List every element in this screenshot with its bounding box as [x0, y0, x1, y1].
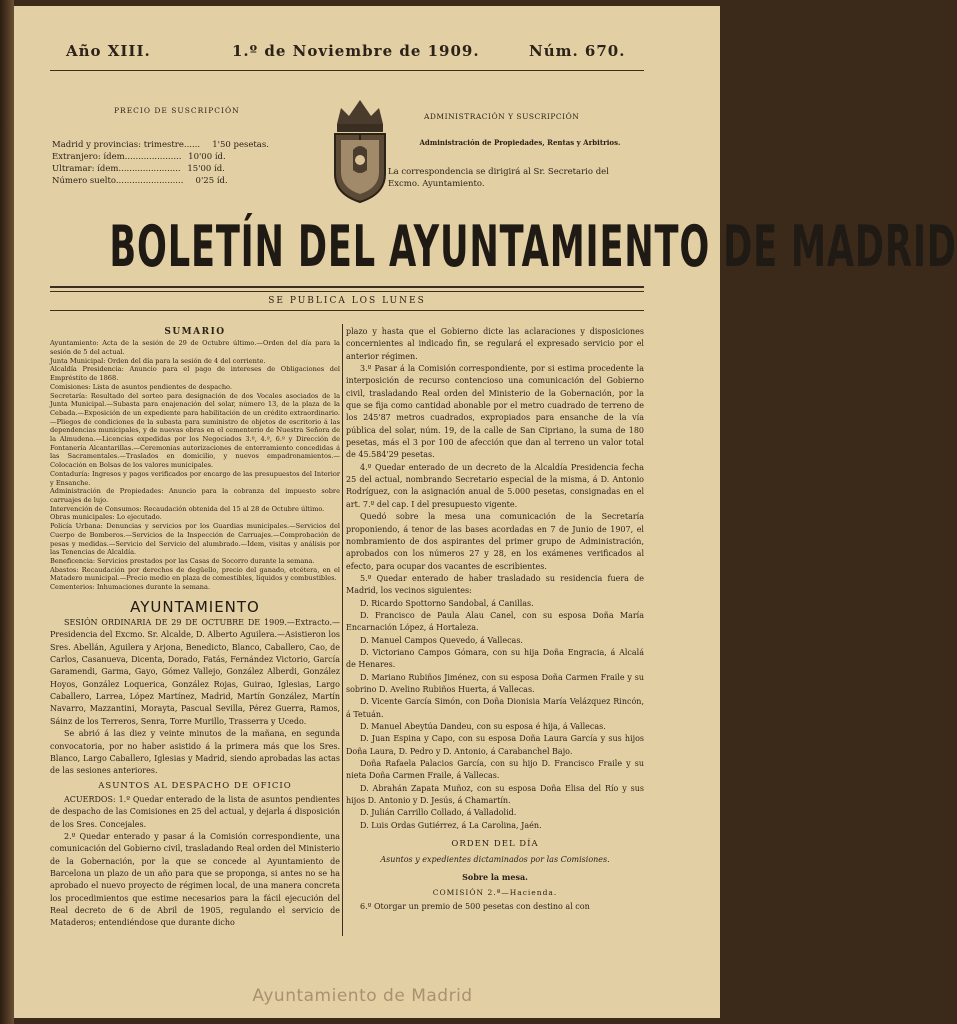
sumario-entry: Junta Municipal: Orden del día para la sesión de 4 del corriente.	[50, 356, 266, 365]
administration-note: La correspondencia se dirigirá al Sr. Secretario del Excmo. Ayuntamiento.	[388, 167, 609, 189]
sumario-entry: Secretaría: Resultado del sorteo para designación de dos Vocales asociados de la Junta Municipal.—Subasta para enajenación del solar, número 13, de la plaza de la Cebada.—Exposición de un expediente para habilitación de un crédito extraordinario.—Pliegos de condiciones de la subasta para suministro de objetos de escritorio á las dependencias municipales, y de nuevas obras en el cementerio de Nuestra Señora de la Almudena.—Licencias expedidas por los Negociados 3.º, 4.º, 6.º y Dirección de Fontanería Alcantarillas.—Ceremonias autorizaciones de enterramiento concedidas á las Sacramentales.—Traslados en domicilio, y nuevos empadronamientos.—Colocación en Bolsas de los valores municipales.	[50, 391, 340, 470]
resident-entry: D. Ricardo Spottorno Sandobal, á Canillas.	[360, 598, 534, 608]
subtitle-rule	[50, 310, 644, 311]
sumario-entry: Intervención de Consumos: Recaudación obtenida del 15 al 28 de Octubre último.	[50, 504, 325, 513]
newspaper-title: BOLETÍN DEL AYUNTAMIENTO DE MADRID	[109, 214, 957, 281]
price-unit: íd.	[214, 152, 226, 162]
session-paragraph: Se abrió á las diez y veinte minutos de la mañana, en segunda convocatoria, por no haber asistido á la primera más que los Sres. Blanco, Largo Caballero, Iglesias y Madrid, siendo aprobadas las actas de las sesiones anteriores.	[50, 729, 340, 776]
column-divider	[342, 324, 343, 936]
price-label: Madrid y provincias: trimestre......	[52, 140, 201, 150]
publication-frequency: SE PUBLICA LOS LUNES	[268, 296, 426, 306]
resident-entry: D. Vicente García Simón, con Doña Dionisia María Velázquez Rincón, á Tetuán.	[346, 697, 644, 719]
resident-entry: D. Abrahán Zapata Muñoz, con su esposa Doña Elisa del Río y sus hijos D. Antonio y D. Jesús, á Chamartín.	[346, 783, 644, 806]
resident-entry: D. Francisco de Paula Alau Canel, con su esposa Doña María Encarnación López, á Hortaleza.	[346, 610, 644, 633]
newspaper-page	[14, 6, 957, 1018]
resident-entry: D. Julián Carrillo Collado, á Valladolid.	[360, 808, 517, 818]
resident-entry: D. Manuel Campos Quevedo, á Vallecas.	[360, 635, 523, 645]
sumario-entry: Comisiones: Lista de asuntos pendientes de despacho.	[50, 382, 233, 391]
price-value: 1'50	[212, 140, 231, 150]
sobre-la-mesa-heading: Sobre la mesa.	[462, 871, 528, 882]
sumario-entry: Beneficencia: Servicios prestados por las Casas de Socorro durante la semana.	[50, 556, 315, 565]
sumario-entry: Obras municipales: Lo ejecutado.	[50, 513, 162, 522]
watermark: Ayuntamiento de Madrid	[252, 986, 473, 1006]
left-column	[50, 326, 340, 930]
resident-entry: Doña Rafaela Palacios García, con su hijo D. Francisco Fraile y su nieta Doña Carmen Fraile, á Vallecas.	[346, 759, 644, 781]
issue-date: 1.º de Noviembre de 1909.	[232, 42, 480, 60]
sumario-heading: SUMARIO	[164, 327, 226, 337]
price-unit: íd.	[216, 176, 228, 186]
session-paragraph: SESIÓN ORDINARIA DE 29 DE OCTUBRE DE 1909.—Extracto.—Presidencia del Excmo. Sr. Alcalde, D. Alberto Aguilera.—Asistieron los Sres. Abellán, Aguilera y Arjona, Benedicto, Blanco, Caballero, Cao, de Carlos, Casanueva, Dicenta, Dorado, Fatás, Fernández Victorio, García Garamendi, Garma, Gayo, Gómez Vallejo, González Alberdi, González Hoyos, González Loquerica, González Rojas, Guirao, Iglesias, Largo Caballero, Larrea, López Martínez, Madrid, Martín González, Martín Navarro, Mazzantini, Morayta, Pascual Sevilla, Pérez Guerra, Ramos, Sáinz de los Terreros, Senra, Torre Murillo, Trasserra y Ucedo.	[50, 618, 340, 726]
price-row	[52, 176, 228, 186]
orden-item: 6.º Otorgar un premio de 500 pesetas con destino al con	[360, 902, 590, 912]
price-label: Ultramar: ídem.......................	[52, 164, 181, 174]
book-binding	[0, 0, 14, 1024]
sumario-entry: Cementerios: Inhumaciones durante la semana.	[50, 583, 211, 592]
price-row	[52, 140, 269, 150]
issue-number: Núm. 670.	[529, 42, 626, 60]
acuerdo-paragraph: ACUERDOS: 1.º Quedar enterado de la lista de asuntos pendientes de despacho de las Comisiones en 25 del actual, y dejarla á disposición de los Sres. Concejales.	[50, 794, 340, 829]
sumario-entry: Ayuntamiento: Acta de la sesión de 29 de Octubre último.—Orden del día para la sesión de 5 del actual.	[50, 339, 340, 357]
subscription-heading: PRECIO DE SUSCRIPCIÓN	[114, 106, 240, 115]
price-row	[52, 164, 225, 174]
price-row	[52, 152, 226, 162]
acuerdo-paragraph: 2.º Quedar enterado y pasar á la Comisión correspondiente, una comunicación del Gobierno civil, trasladando Real orden del Ministerio de la Gobernación, por la que se concede al Ayuntamiento de Barcelona un plazo de un año para que se proponga, si antes no se ha aprobado el nuevo proyecto de régimen local, de una manera concreta los procedimientos que estime necesarios para la fácil ejecución del Real decreto de 6 de Abril de 1905, regulando el servicio de Mataderos; entendiéndose que durante dicho	[50, 831, 340, 928]
sumario-entry: Abastos: Recaudación por derechos de degüello, precio del ganado, etcétera, en el Matadero municipal.—Precio medio en plaza de comestibles, líquidos y combustibles.	[50, 565, 340, 583]
orden-subheading: Asuntos y expedientes dictaminados por las Comisiones.	[380, 855, 610, 865]
asuntos-heading: ASUNTOS AL DESPACHO DE OFICIO	[98, 780, 292, 791]
resident-entry: D. Victoriano Campos Gómara, con su hija Doña Engracia, á Alcalá de Henares.	[346, 647, 644, 670]
administration-heading: ADMINISTRACIÓN Y SUSCRIPCIÓN	[424, 112, 580, 121]
price-label: Número suelto.........................	[52, 176, 184, 186]
continued-paragraph: plazo y hasta que el Gobierno dicte las aclaraciones y disposiciones concernientes al indicado fin, se regulará el expresado servicio por el anterior régimen.	[346, 327, 644, 361]
madrid-coat-of-arms-icon	[327, 94, 393, 206]
resident-entry: D. Juan Espina y Capo, con su esposa Doña Laura García y sus hijos Doña Laura, D. Pedro y D. Antonio, á Carabanchel Bajo.	[346, 734, 644, 756]
acuerdo-paragraph: Quedó sobre la mesa una comunicación de la Secretaría proponiendo, á tenor de las bases acordadas en 7 de Junio de 1907, el nombramiento de dos aspirantes del primer grupo de Administración, aprobados con los números 27 y 28, en los exámenes verificados al efecto, para ocupar dos vacantes de escribientes.	[346, 512, 644, 571]
price-unit: íd.	[214, 164, 225, 174]
administration-office: Administración de Propiedades, Rentas y Arbitrios.	[419, 138, 621, 147]
ayuntamiento-heading: AYUNTAMIENTO	[130, 597, 260, 616]
price-value: 0'25	[195, 176, 215, 186]
price-value: 10'00	[188, 152, 213, 162]
orden-del-dia-heading: ORDEN DEL DÍA	[451, 839, 539, 850]
sumario-entry: Administración de Propiedades: Anuncio para la cobranza del impuesto sobre carruajes de lujo.	[50, 487, 340, 504]
resident-entry: D. Manuel Abeytúa Dandeu, con su esposa é hija, á Vallecas.	[360, 722, 606, 731]
acuerdo-paragraph: 5.º Quedar enterado de haber trasladado su residencia fuera de Madrid, los vecinos siguientes:	[346, 573, 644, 596]
issue-year: Año XIII.	[66, 42, 151, 60]
resident-entry: D. Mariano Rubiños Jiménez, con su esposa Doña Carmen Fraile y su sobrino D. Avelino Rubiños Huerta, á Vallecas.	[346, 672, 644, 694]
acuerdo-paragraph: 4.º Quedar enterado de un decreto de la Alcaldía Presidencia fecha 25 del actual, nombrando Secretario especial de la misma, á D. Antonio Rodríguez, con la asignación anual de 5.000 pesetas, consignadas en el art. 7.º del cap. I del presupuesto vigente.	[346, 462, 644, 509]
acuerdo-paragraph: 3.º Pasar á la Comisión correspondiente, por si estima procedente la interposición de recurso contencioso una comunicación del Gobierno civil, trasladando Real orden del Ministerio de la Gobernación, por la que se fija como cantidad abonable por el metro cuadrado de terreno de los 245'87 metros cuadrados, expropiados para ensanche de la vía pública del solar, núm. 19, de la calle de San Cipriano, la suma de 180 pesetas, más el 3 por 100 de afección que dan al terreno un valor total de 45.584'29 pesetas.	[346, 364, 644, 460]
resident-entry: D. Luis Ordas Gutiérrez, á La Carolina, Jaén.	[360, 820, 542, 830]
comision-heading: COMISIÓN 2.ª—Hacienda.	[432, 888, 558, 898]
price-value: 15'00	[187, 164, 212, 174]
price-label: Extranjero: ídem.....................	[52, 152, 182, 162]
sumario-entry: Contaduría: Ingresos y pagos verificados por encargo de las presupuestos del Interior y Ensanche.	[50, 469, 340, 487]
right-column	[346, 326, 644, 914]
header-rule	[50, 70, 644, 71]
sumario-entry: Alcaldía Presidencia: Anuncio para el pago de intereses de Obligaciones del Empréstito de 1868.	[50, 365, 340, 383]
sumario-entry: Policía Urbana: Denuncias y servicios por los Guardias municipales.—Servicios del Cuerpo de Bomberos.—Servicios de la Inspección de Carruajes.—Comprobación de pesas y medidas.—Servicio del Servicio del alumbrado.—Ídem, visitas y análisis por las Tenencias de Alcaldía.	[50, 522, 340, 557]
masthead-rule	[50, 286, 644, 292]
price-unit: pesetas.	[233, 140, 269, 150]
